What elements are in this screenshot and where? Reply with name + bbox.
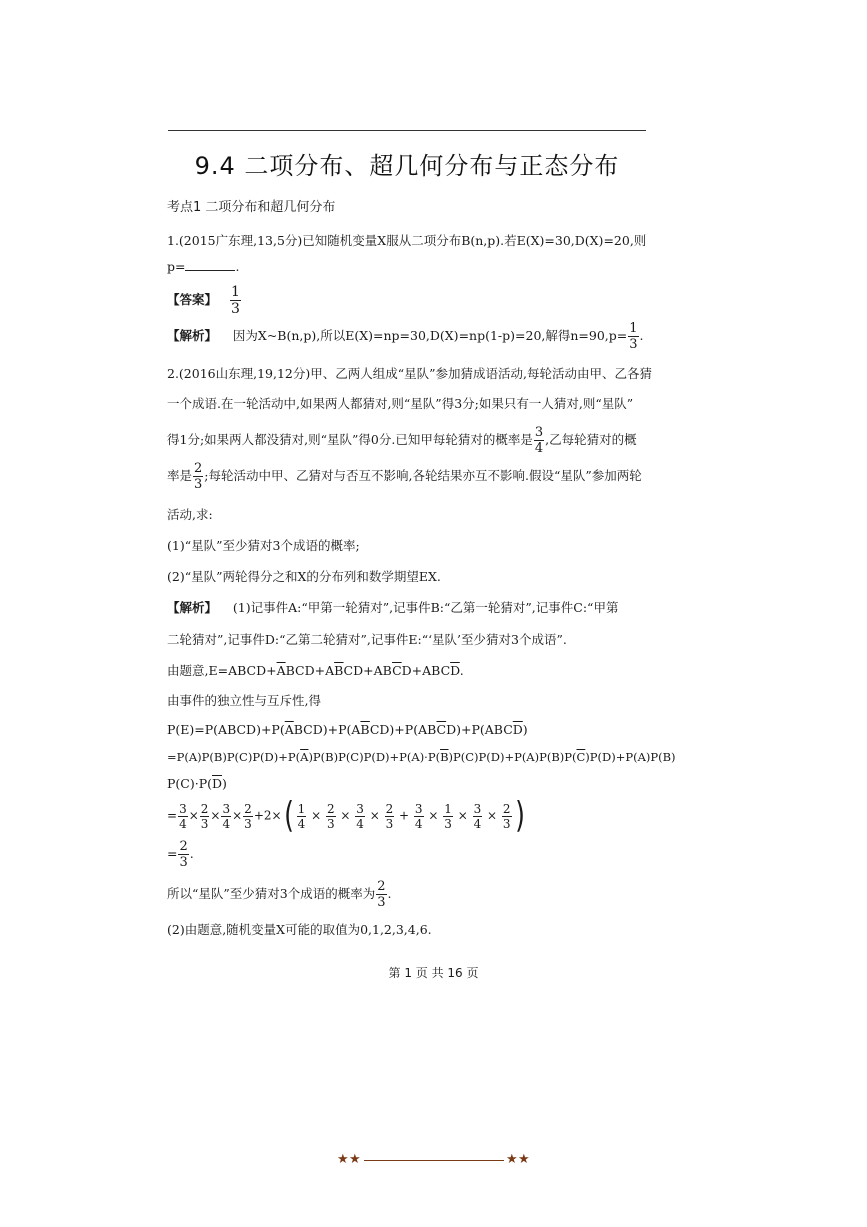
part-2: (2)由题意,随机变量X可能的取值为0,1,2,3,4,6. <box>167 922 432 937</box>
calc-expression: = $\frac{3}{4}$ × $\frac{2}{3}$ × $\frac{3}{4}$ × $\frac{2}{3}$ +2×( $\frac{1}{4}$ × $\frac{2}{3}$ × $\frac{3}{4}$ × $\frac{2}{3}$ + $\frac{3}{4}$ × $\frac{1}{3}$ × $\frac{3}{4}$ × $\frac{2}{3}$ ) <box>167 795 525 836</box>
footer-ornament <box>337 1151 531 1169</box>
answer-blank <box>185 260 235 271</box>
q2-line-2: 一个成语.在一轮活动中,如果两人都猜对,则“星队”得3分;如果只有一人猜对,则“星队” <box>167 396 634 411</box>
star-icon: ★ <box>506 1152 518 1167</box>
q1-analysis: 【解析】 因为X~B(n,p),所以E(X)=np=30,D(X)=np(1-p)=20,解得n=90,p= $\frac{1}{3}$ . <box>167 321 644 352</box>
conclusion: 所以“星队”至少猜对3个成语的概率为 $\frac{2}{3}$ . <box>167 879 392 910</box>
pe-expression: $P(E)=P(ABCD)+P(\overline{A}BCD)+P(A\overline{B}CD)+P(AB\overline{C}D)+P(ABC\overline{D})$ <box>167 722 528 737</box>
q1-analysis-fraction: $\frac{1}{3}$ <box>629 321 638 352</box>
event-expression: 由题意$,E=ABCD+\overline{A}BCD+A\overline{B}CD+AB\overline{C}D+ABC\overline{D}$. <box>167 663 464 678</box>
q2-prob-yi: $\frac{2}{3}$ <box>194 461 203 492</box>
q2-analysis-2: 二轮猜对”,记事件D:“乙第二轮猜对”,记事件E:“‘星队’至少猜对3个成语”. <box>167 632 567 647</box>
star-icon: ★ <box>349 1152 361 1167</box>
answer-tag: 【答案】 <box>167 292 218 307</box>
expand-line-1: $=P(A)P(B)P(C)P(D)+P(\overline{A})P(B)P(C)P(D)+P(A)\cdot P(\overline{B})P(C)P(D)+P(A)P(B)P(\overline{C})P(D)+P(A)P(B)$ <box>167 750 676 764</box>
q2-analysis-1: 【解析】 (1)记事件A:“甲第一轮猜对”,记事件B:“乙第一轮猜对”,记事件C:“甲第 <box>167 600 619 615</box>
q1-line-2: p= . <box>167 259 240 274</box>
analysis-tag: 【解析】 <box>167 328 218 343</box>
q1-p-label: p= <box>167 259 186 274</box>
star-icon: ★ <box>518 1152 530 1167</box>
answer-fraction: $\frac{1}{3}$ <box>230 284 240 317</box>
header-rule <box>168 130 646 131</box>
q2-line-1: 2.(2016山东理,19,12分)甲、乙两人组成“星队”参加猜成语活动,每轮活动由甲、乙各猜 <box>167 366 653 381</box>
page-footer: 第 1 页 共 16 页 <box>388 966 479 980</box>
q2-prob-jia: $\frac{3}{4}$ <box>534 425 544 456</box>
page-title: 9.4 二项分布、超几何分布与正态分布 <box>194 152 620 180</box>
q2-line-5: 活动,求: <box>167 507 213 522</box>
q2-sub-1: (1)“星队”至少猜对3个成语的概率; <box>167 538 360 553</box>
independence-note: 由事件的独立性与互斥性,得 <box>167 693 321 708</box>
q1-line-1: 1.(2015广东理,13,5分)已知随机变量X服从二项分布B(n,p).若E(X)=30,D(X)=20,则 <box>167 233 647 248</box>
star-icon: ★ <box>337 1152 349 1167</box>
q2-sub-2: (2)“星队”两轮得分之和X的分布列和数学期望EX. <box>167 569 441 584</box>
q2-line-3: 得1分;如果两人都没猜对,则“星队”得0分.已知甲每轮猜对的概率是 $\frac{3}{4}$ ,乙每轮猜对的概 <box>167 425 637 456</box>
section-heading: 考点1 二项分布和超几何分布 <box>167 200 336 215</box>
q2-line-4: 率是 $\frac{2}{3}$ ;每轮活动中甲、乙猜对与否互不影响,各轮结果亦互不影响.假设“星队”参加两轮 <box>167 461 642 492</box>
q1-answer <box>167 285 242 316</box>
analysis-tag-2: 【解析】 <box>167 600 218 615</box>
calc-result: = $\frac{2}{3}$ . <box>167 839 194 870</box>
ornament-line <box>364 1160 504 1161</box>
expand-line-2: $P(C)\cdot P(\overline{D})$ <box>167 776 227 791</box>
